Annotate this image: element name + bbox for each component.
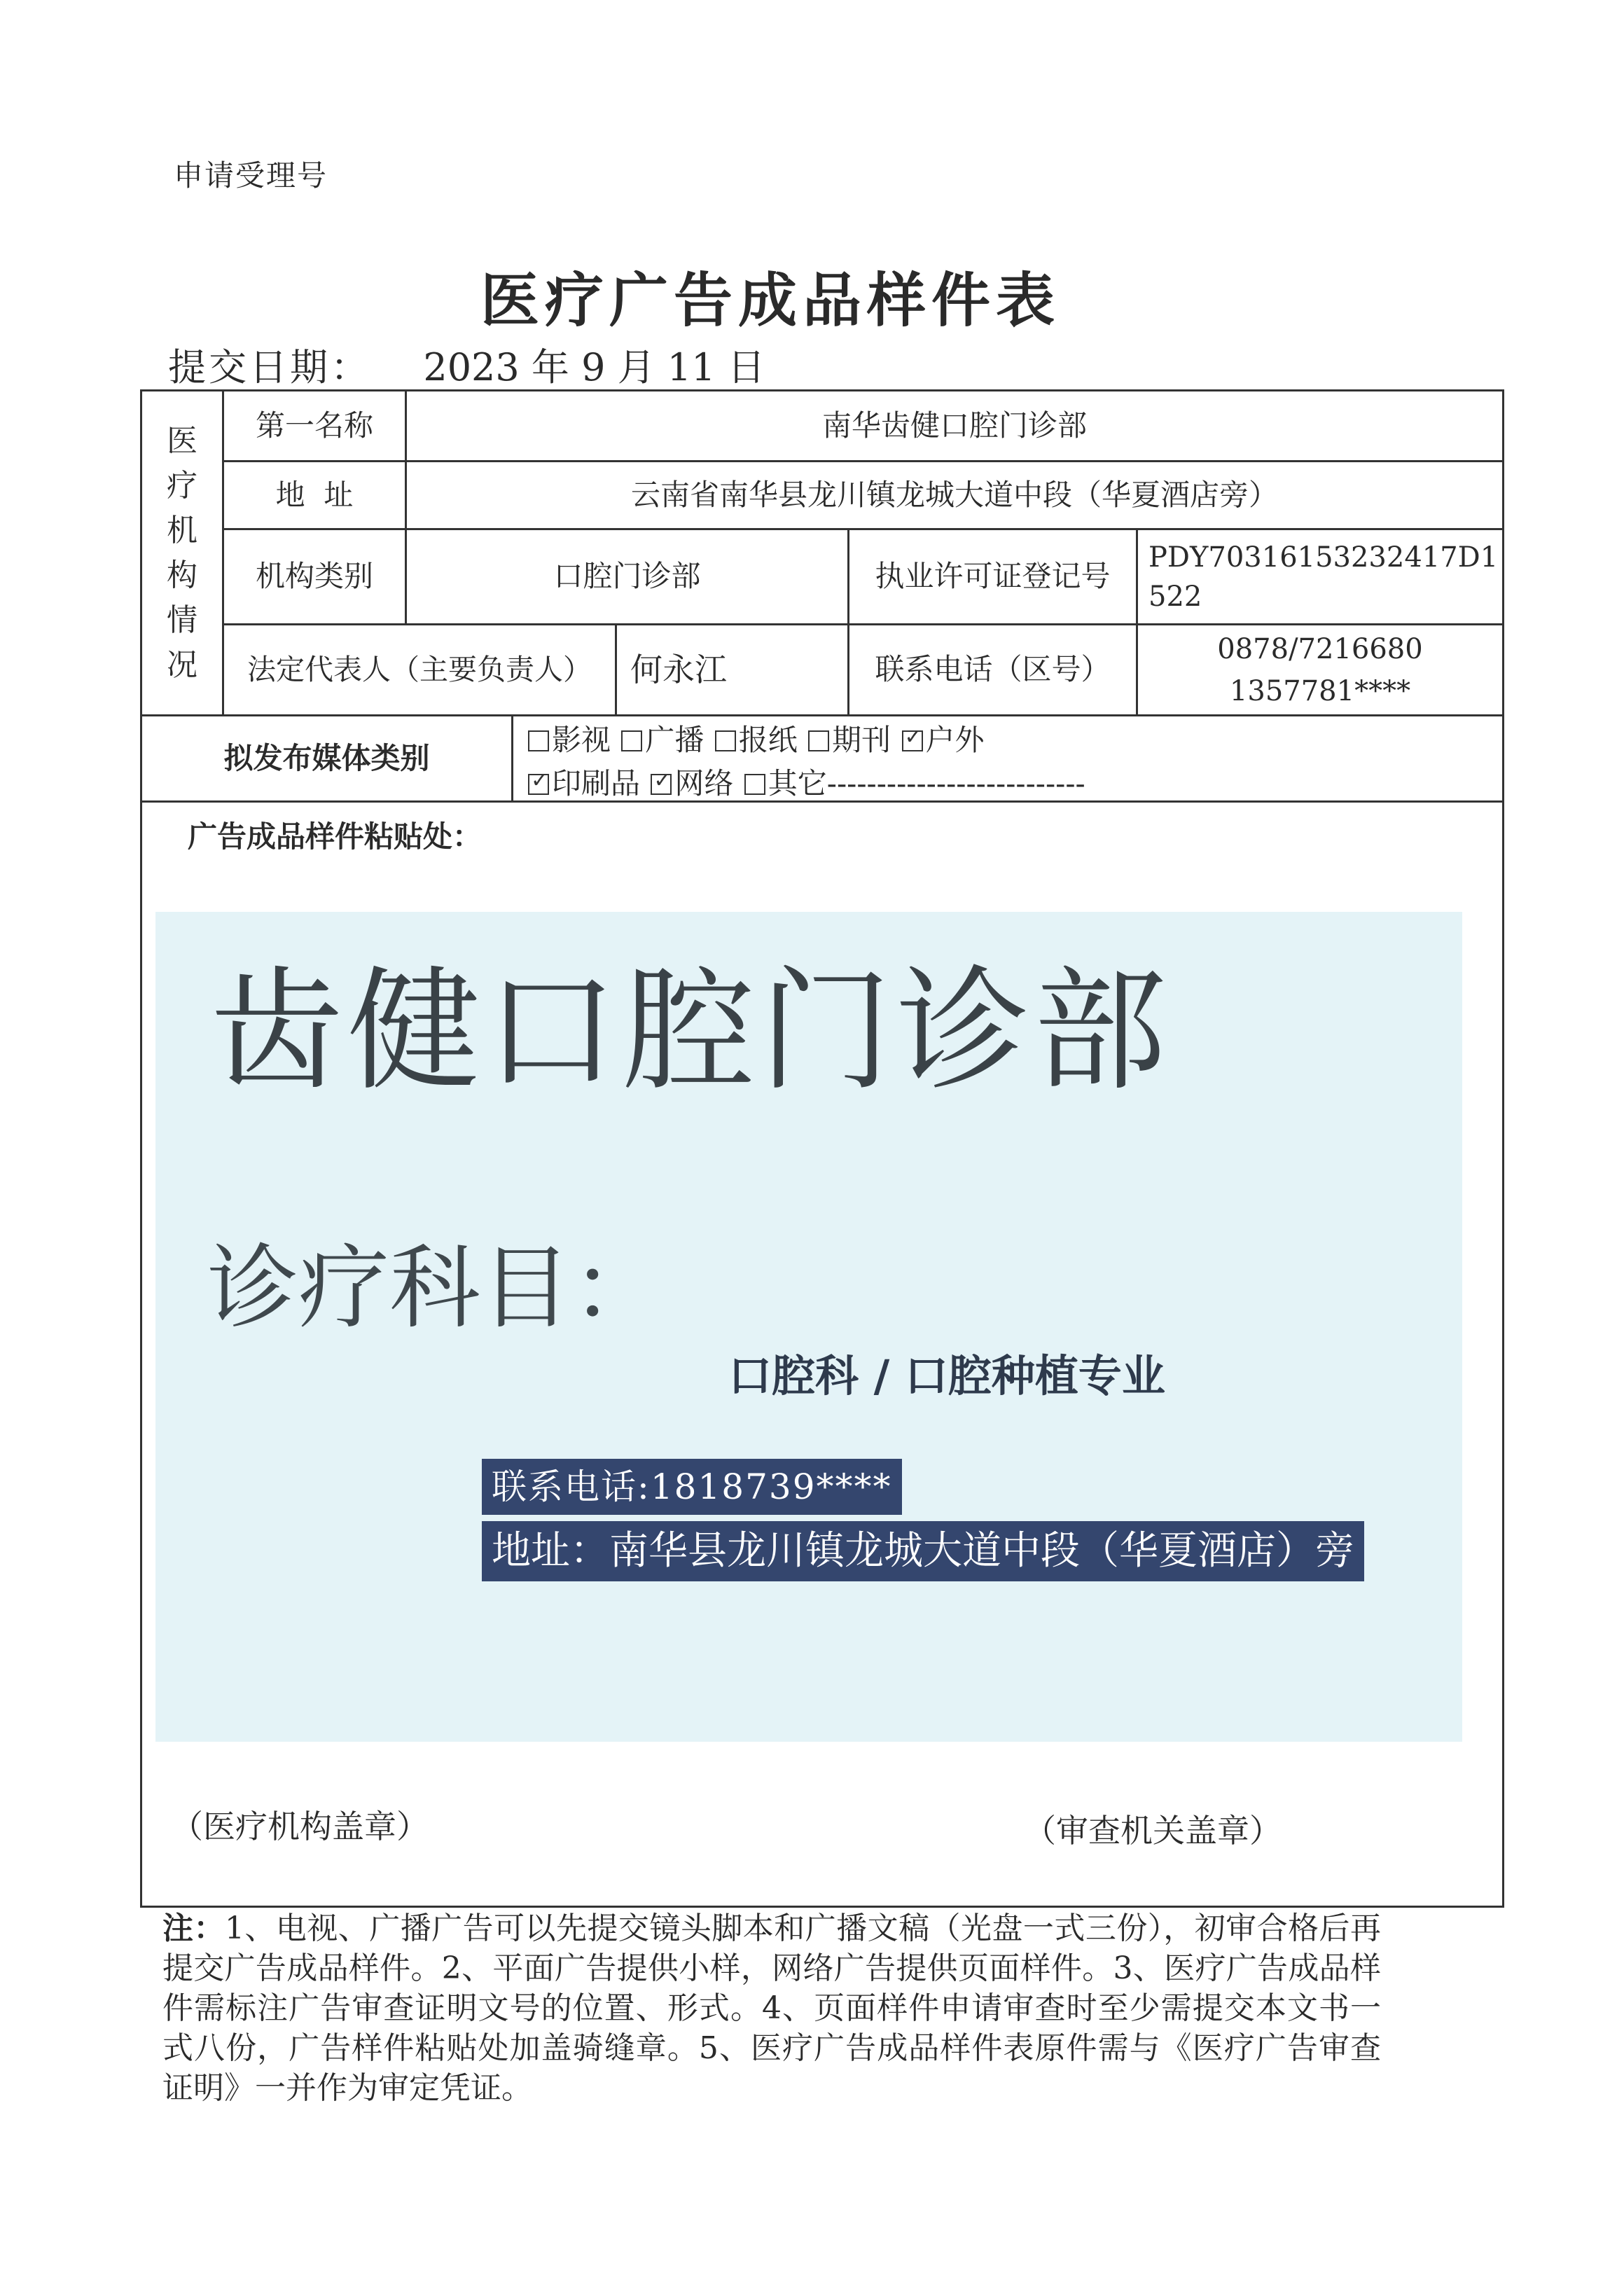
- media-type-label: 拟发布媒体类别: [223, 740, 430, 775]
- media-option-label: 期刊: [832, 723, 891, 757]
- address-value: 云南省南华县龙川镇龙城大道中段（华夏酒店旁）: [630, 477, 1278, 512]
- notes-label: 注：: [162, 1911, 225, 1946]
- checkbox-newspaper[interactable]: [715, 730, 736, 751]
- checkbox-film[interactable]: [528, 730, 549, 751]
- side-char: 医: [167, 423, 197, 459]
- side-char: 构: [167, 557, 197, 593]
- submit-date-value: 2023 年 9 月 11 日: [423, 345, 765, 389]
- sample-paste-label: 广告成品样件粘贴处：: [188, 819, 483, 854]
- media-options-line-2: [527, 761, 1085, 803]
- submit-date-label: 提交日期：: [168, 345, 371, 389]
- license-value: PDY70316153232417D1522: [1148, 541, 1499, 613]
- media-options-line-1: [527, 717, 985, 759]
- media-option-label: 户外: [925, 723, 985, 757]
- side-char: 况: [167, 647, 197, 683]
- address-label: 地 址: [275, 477, 354, 512]
- phone-value-1: 0878/7216680: [1217, 632, 1423, 665]
- category-label: 机构类别: [255, 559, 373, 594]
- phone-values: [1138, 625, 1502, 714]
- ad-phone: 联系电话:1818739****: [482, 1459, 902, 1515]
- media-option-label: 报纸: [738, 723, 798, 757]
- other-blank-line: --------------------------: [826, 766, 1085, 800]
- first-name-label: 第一名称: [255, 408, 373, 443]
- ad-subhead: 诊疗科目：: [207, 1235, 663, 1341]
- ad-address: 地址：南华县龙川镇龙城大道中段（华夏酒店）旁: [482, 1521, 1364, 1581]
- checkbox-printed-matter[interactable]: [528, 774, 549, 795]
- license-label: 执业许可证登记号: [875, 559, 1111, 594]
- side-char: 情: [167, 602, 197, 638]
- checkbox-broadcast[interactable]: [621, 730, 642, 751]
- checkbox-internet[interactable]: [651, 774, 672, 795]
- side-char: 疗: [167, 468, 197, 504]
- document-title: 医疗广告成品样件表: [480, 266, 1060, 335]
- col-divider: [511, 714, 513, 800]
- ad-departments: 口腔科 / 口腔种植专业: [728, 1350, 1165, 1401]
- media-option-label: 网络: [674, 766, 734, 800]
- media-option-label: 影视: [552, 723, 611, 757]
- category-value: 口腔门诊部: [553, 559, 701, 594]
- notes-text: 1、电视、广播广告可以先提交镜头脚本和广播文稿（光盘一式三份），初审合格后再提交广告成品样件。2、平面广告提供小样，网络广告提供页面样件。3、医疗广告成品样件需标注广告审查证明文号的位置、形式。4、页面样件申请审查时至少需提交本文书一式八份，广告样件粘贴处加盖骑缝章。5、医疗广告成品样件表原件需与《医疗广告审查证明》一并作为审定凭证。: [162, 1911, 1382, 2106]
- notes: [162, 1908, 1381, 2108]
- media-option-label: 广播: [645, 723, 705, 757]
- side-char: 机: [167, 513, 197, 548]
- application-number-label: 申请受理号: [174, 158, 328, 193]
- ad-title: 齿健口腔门诊部: [210, 954, 1172, 1109]
- first-name-value: 南华齿健口腔门诊部: [821, 408, 1087, 443]
- media-option-label: 印刷品: [552, 766, 641, 800]
- checkbox-outdoor[interactable]: [902, 730, 923, 751]
- phone-label: 联系电话（区号）: [875, 652, 1111, 687]
- legal-representative-value: 何永江: [630, 650, 727, 688]
- submit-date: [168, 338, 765, 391]
- col-divider: [615, 623, 617, 714]
- institution-seal-label: （医疗机构盖章）: [171, 1808, 429, 1845]
- legal-representative-label: 法定代表人（主要负责人）: [247, 652, 592, 686]
- checkbox-periodical[interactable]: [808, 730, 829, 751]
- phone-value-2: 1357781****: [1229, 674, 1411, 707]
- authority-seal-label: （审查机关盖章）: [1024, 1812, 1282, 1850]
- institution-section-label: [142, 392, 222, 714]
- media-option-label: 其它: [768, 766, 827, 800]
- checkbox-other[interactable]: [744, 774, 765, 795]
